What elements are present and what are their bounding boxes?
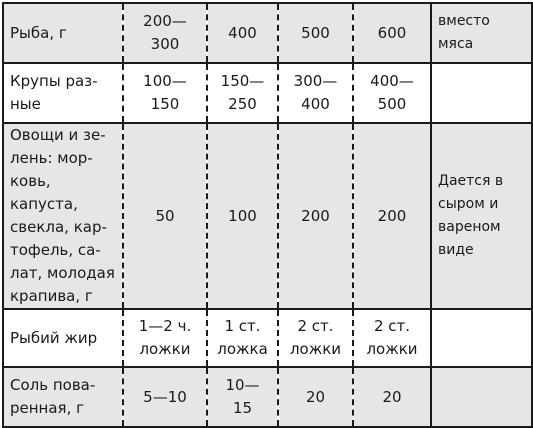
row-label: Рыба, г: [10, 23, 67, 42]
value-age-4: 400— 500: [370, 72, 414, 113]
row-label: Соль пова- ренная, г: [10, 376, 96, 417]
note-cell: [431, 3, 532, 63]
row-label-cell: [3, 63, 123, 123]
value-age-3: 2 ст. ложки: [289, 317, 342, 358]
value-cell: [207, 3, 278, 63]
value-age-1: 200— 300: [143, 12, 187, 53]
value-age-4: 20: [382, 387, 402, 406]
value-cell: [353, 367, 431, 427]
value-cell: [207, 63, 278, 123]
value-cell: [278, 63, 353, 123]
value-cell: [353, 3, 431, 63]
value-cell: [353, 63, 431, 123]
note-cell: [431, 63, 532, 123]
value-age-4: 200: [377, 206, 407, 225]
value-age-2: 1 ст. ложка: [217, 317, 268, 358]
value-cell: [123, 3, 207, 63]
value-cell: [207, 367, 278, 427]
note-cell: [431, 123, 532, 309]
value-age-1: 1—2 ч. ложки: [138, 317, 192, 358]
row-label-cell: [3, 123, 123, 309]
value-age-3: 20: [305, 387, 326, 406]
value-age-2: 400: [228, 23, 257, 42]
value-age-3: 200: [301, 206, 330, 225]
note-cell: [431, 309, 532, 367]
value-age-4: 600: [377, 23, 407, 42]
row-label: Крупы раз- ные: [10, 72, 98, 113]
table-row: [3, 3, 532, 63]
value-cell: [123, 63, 207, 123]
value-cell: [207, 309, 278, 367]
row-label-cell: [3, 367, 123, 427]
value-age-2: 150— 250: [220, 72, 265, 113]
value-cell: [278, 123, 353, 309]
note-cell: [431, 367, 532, 427]
value-cell: [207, 123, 278, 309]
row-label: Рыбий жир: [10, 328, 98, 347]
table-row: [3, 63, 532, 123]
nutrition-table-wrapper: [2, 2, 531, 417]
value-age-1: 100— 150: [143, 72, 187, 113]
value-cell: [123, 309, 207, 367]
value-age-1: 50: [155, 206, 175, 225]
table-row: [3, 123, 532, 309]
value-age-2: 100: [228, 206, 257, 225]
value-age-3: 500: [301, 23, 330, 42]
row-note: вместо мяса: [438, 13, 490, 52]
value-cell: [353, 309, 431, 367]
table-row: [3, 309, 532, 367]
row-note: Дается в сыром и вареном виде: [438, 173, 504, 258]
value-age-1: 5—10: [143, 387, 187, 406]
row-label-cell: [3, 309, 123, 367]
row-label: Овощи и зе- лень: мор- ковь, капуста, свекла, кар- тофель, са- лат, молодая крапива, г: [10, 126, 115, 305]
value-age-3: 300— 400: [293, 72, 338, 113]
value-cell: [353, 123, 431, 309]
row-label-cell: [3, 3, 123, 63]
table-row: [3, 367, 532, 427]
value-cell: [278, 3, 353, 63]
value-cell: [123, 367, 207, 427]
value-cell: [278, 309, 353, 367]
value-cell: [123, 123, 207, 309]
nutrition-table: [2, 2, 533, 428]
value-age-4: 2 ст. ложки: [366, 317, 418, 358]
value-cell: [278, 367, 353, 427]
value-age-2: 10— 15: [225, 376, 260, 417]
